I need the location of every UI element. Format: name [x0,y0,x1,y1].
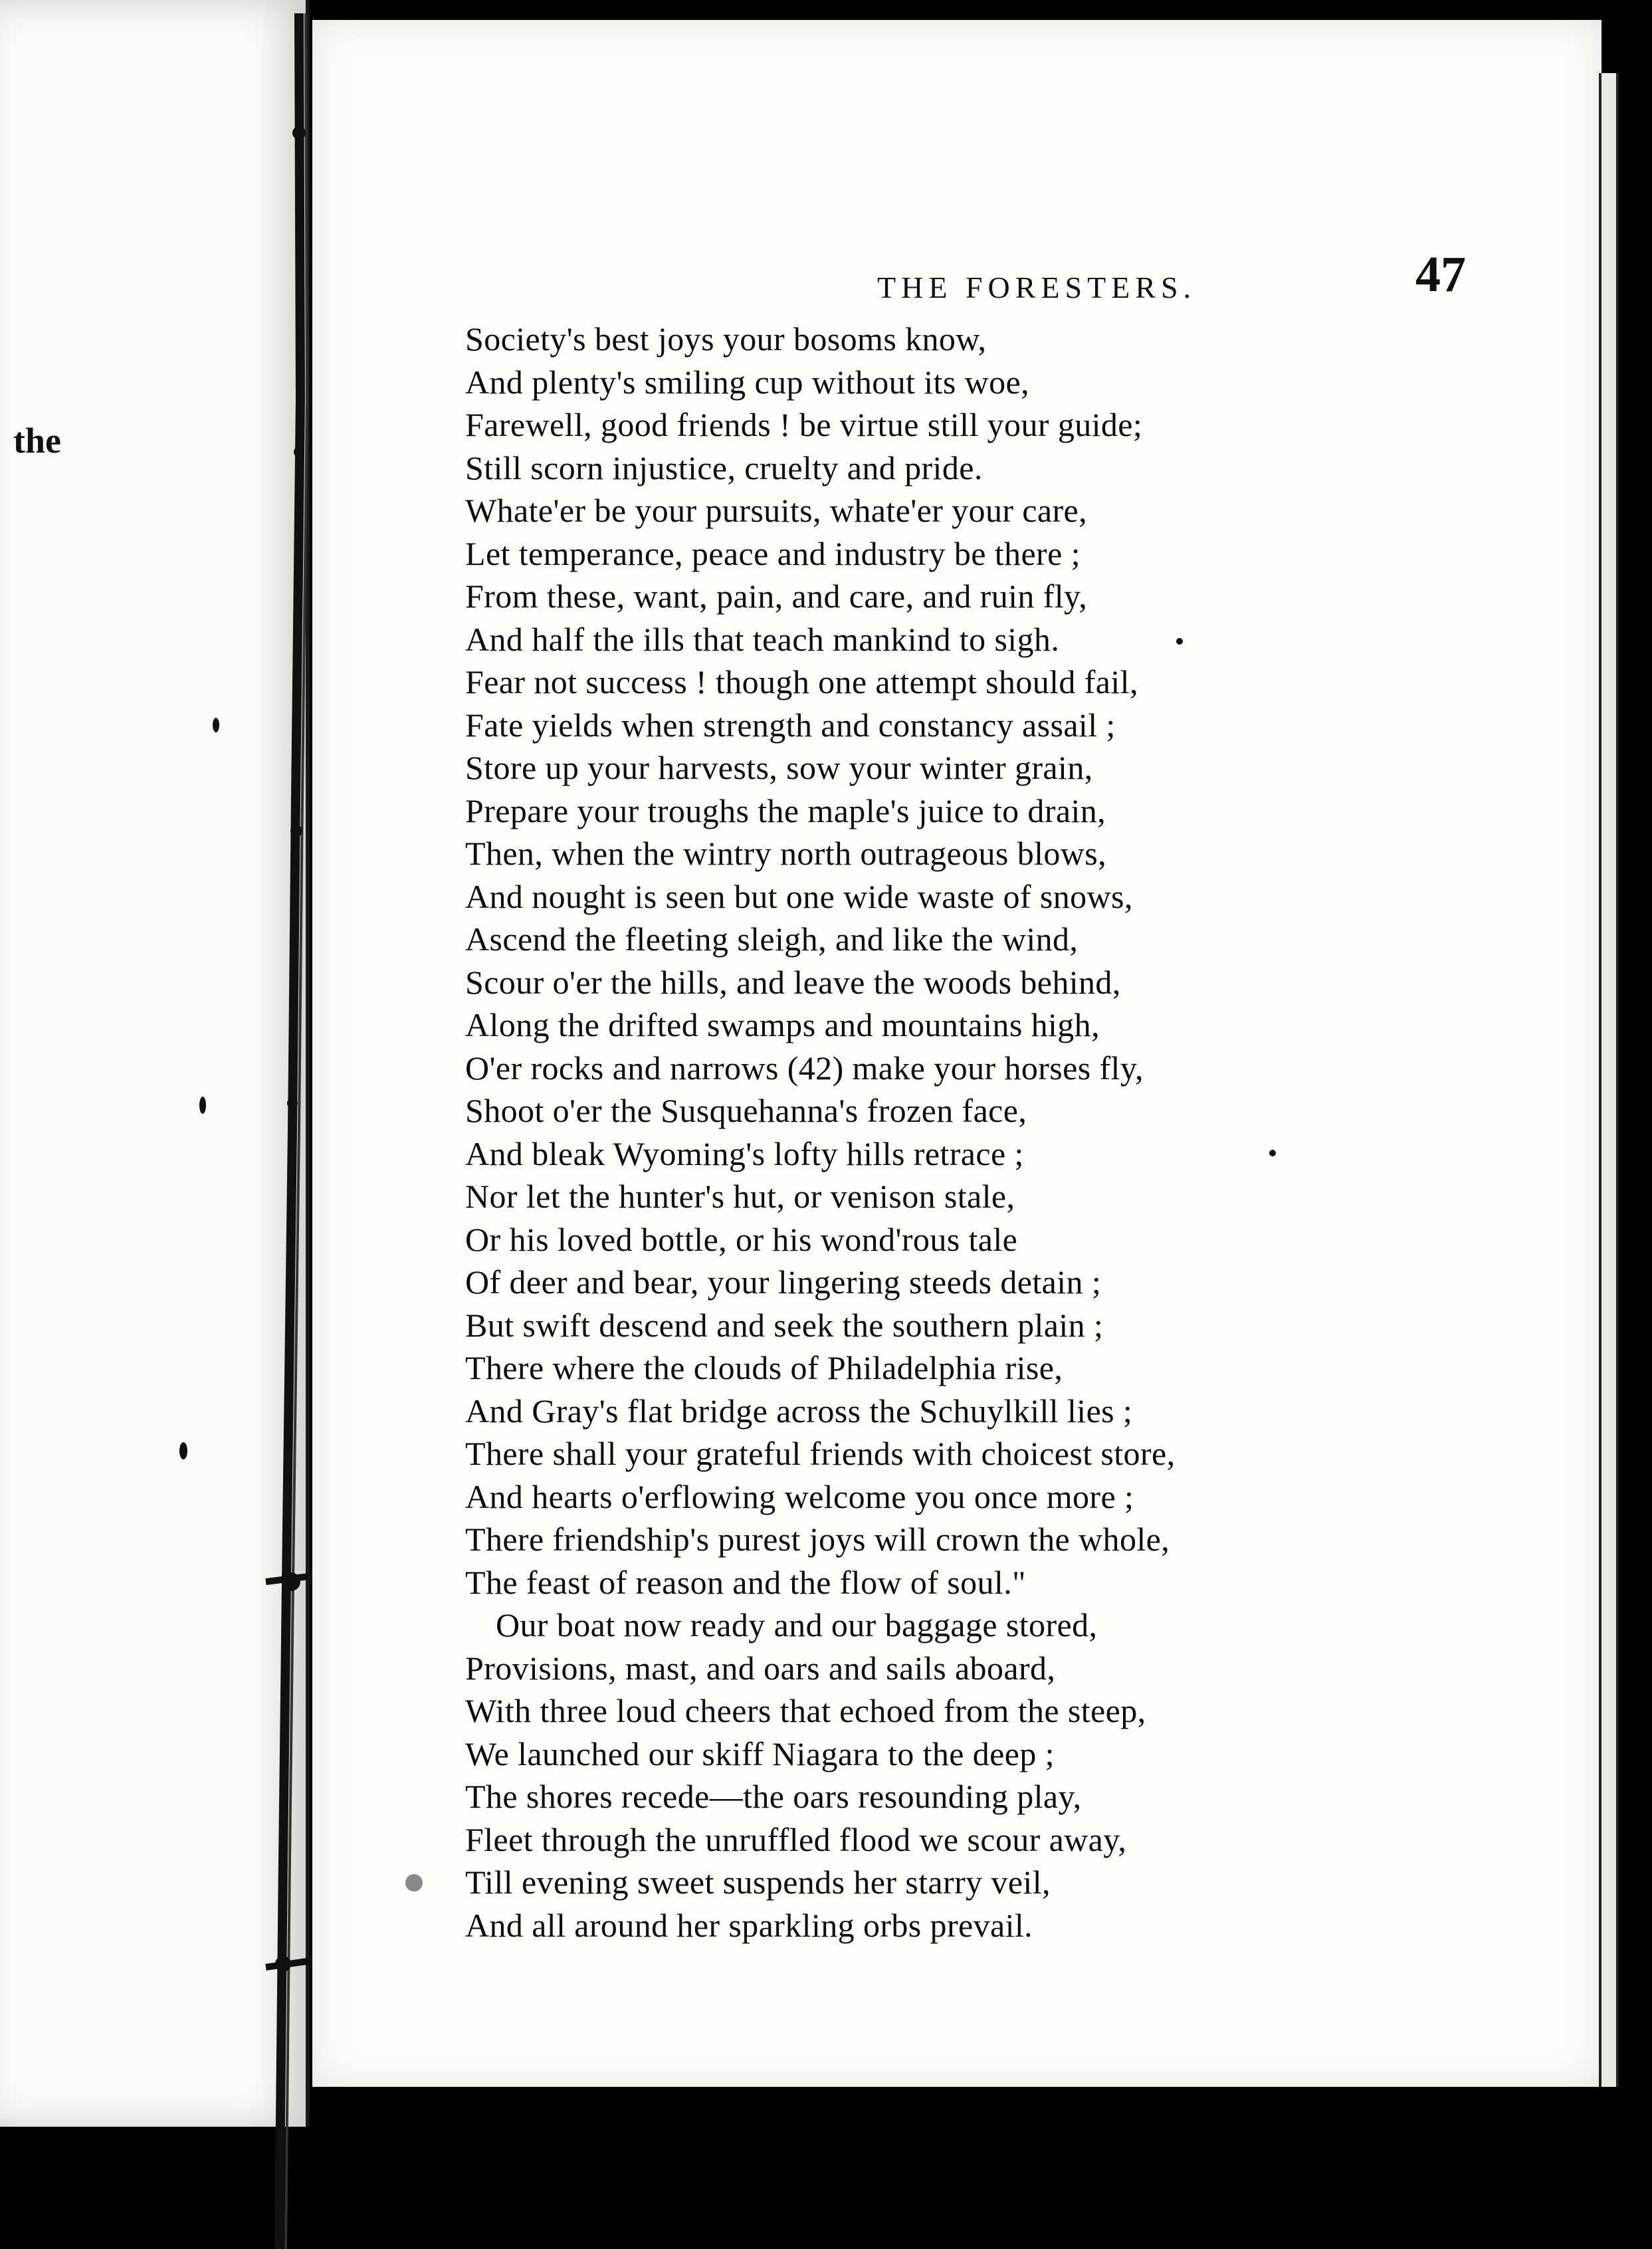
poem-line: Or his loved bottle, or his wond'rous tale [465,1220,1018,1258]
poem-line: Along the drifted swamps and mountains high, [465,1006,1100,1043]
ink-speck [199,1097,206,1114]
poem-line: Of deer and bear, your lingering steeds detain ; [465,1263,1102,1301]
poem-line: Fear not success ! though one attempt should fail, [465,663,1138,700]
poem-line: Farewell, good friends ! be virtue still your guide; [465,406,1143,443]
poem-line: The shores recede—the oars resounding play, [465,1778,1082,1815]
poem-line: Whate'er be your pursuits, whate'er your care, [465,492,1088,529]
poem-line: The feast of reason and the flow of soul." [465,1563,1026,1601]
page-header [312,246,1575,312]
poem-line: Scour o'er the hills, and leave the woods behind, [465,963,1121,1001]
poem-line: Fleet through the unruffled flood we scour away, [465,1820,1127,1858]
ink-speck [1176,638,1183,645]
poem-line: O'er rocks and narrows (42) make your horses fly, [465,1049,1144,1087]
poem-text-block [465,318,1595,1947]
left-page-fragment-word: the [13,421,61,461]
poem-line: There friendship's purest joys will crown the whole, [465,1521,1170,1558]
poem-line: And half the ills that teach mankind to sigh. [465,620,1060,658]
poem-line: With three loud cheers that echoed from the steep, [465,1692,1146,1729]
binding-thread-graphic [199,0,326,2249]
poem-line: We launched our skiff Niagara to the deep ; [465,1735,1055,1772]
poem-line: From these, want, pain, and care, and ruin fly, [465,578,1088,615]
page-number: 47 [1415,247,1466,302]
book-gutter [199,0,326,2249]
poem-line: And bleak Wyoming's lofty hills retrace ; [465,1134,1024,1172]
poem-line: Then, when the wintry north outrageous blows, [465,835,1107,872]
running-head: THE FORESTERS. [877,270,1197,304]
poem-line: There shall your grateful friends with choicest store, [465,1435,1176,1472]
poem-line: Store up your harvests, sow your winter grain, [465,749,1093,786]
poem-line: Till evening sweet suspends her starry veil, [465,1864,1051,1901]
page-edge-stack [1599,73,1619,2087]
right-page [312,20,1601,2087]
ink-speck [213,718,219,732]
poem-line: Society's best joys your bosoms know, [465,320,987,358]
poem-line: Nor let the hunter's hut, or venison stale, [465,1178,1015,1215]
poem-line: And nought is seen but one wide waste of snows, [465,877,1133,915]
poem-line: Prepare your troughs the maple's juice to drain, [465,792,1106,829]
poem-line: Our boat now ready and our baggage stored, [496,1606,1098,1644]
poem-line: But swift descend and seek the southern plain ; [465,1306,1104,1344]
poem-line: Fate yields when strength and constancy assail ; [465,706,1116,744]
poem-line: Ascend the fleeting sleigh, and like the wind, [465,920,1079,958]
ink-speck [179,1442,187,1459]
poem-line: And plenty's smiling cup without its woe, [465,363,1029,401]
poem-line: And hearts o'erflowing welcome you once more ; [465,1477,1134,1515]
poem-line: Shoot o'er the Susquehanna's frozen face, [465,1092,1027,1129]
poem-line: And all around her sparkling orbs prevail. [465,1906,1033,1944]
poem-line: Let temperance, peace and industry be there ; [465,534,1081,572]
poem-line: And Gray's flat bridge across the Schuylkill lies ; [465,1392,1133,1430]
poem-line: Provisions, mast, and oars and sails aboard, [465,1649,1056,1687]
poem-line: There where the clouds of Philadelphia rise, [465,1349,1063,1386]
ink-speck [405,1874,423,1891]
poem-line: Still scorn injustice, cruelty and pride. [465,449,983,486]
ink-speck [1269,1150,1276,1156]
